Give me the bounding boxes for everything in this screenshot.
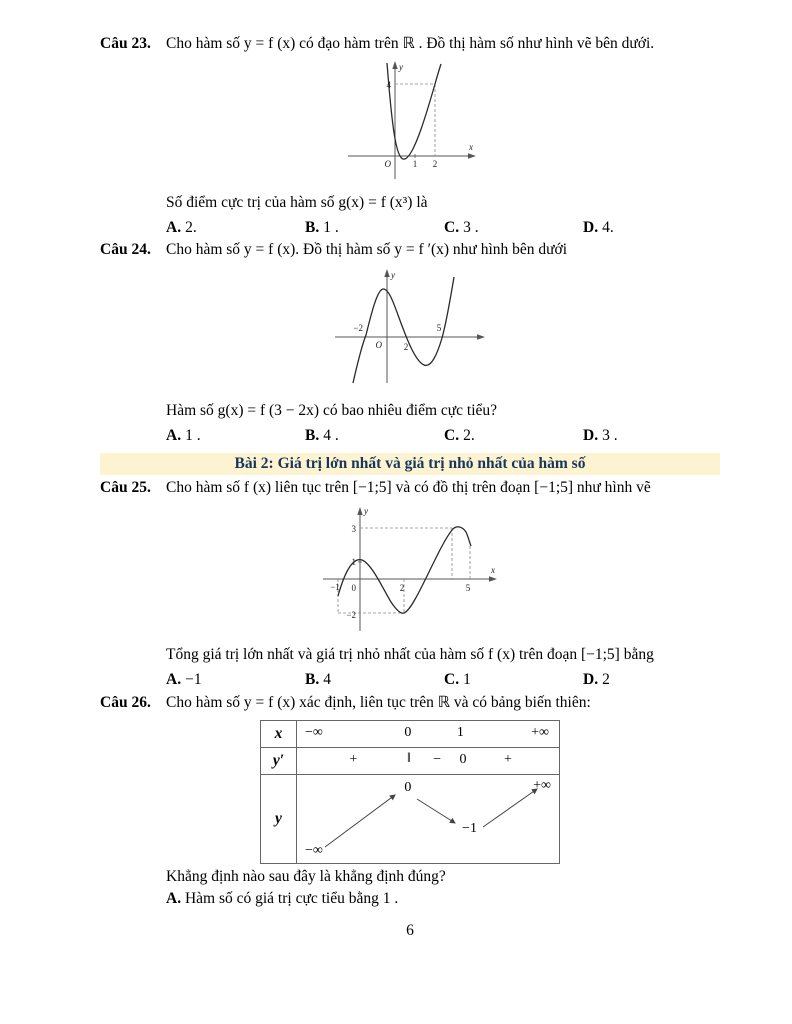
answer-d-label: D. (583, 219, 599, 236)
x-value-neg-inf: −∞ (305, 725, 323, 740)
answer-option-d (583, 671, 610, 689)
tick-label-5: 5 (465, 583, 471, 593)
answer-b-label: B. (305, 219, 320, 236)
axis-label-x: x (491, 565, 495, 575)
answer-c-text: 1 (463, 671, 471, 688)
tick-label-2: 2 (403, 342, 409, 352)
question-26-statement-a (100, 890, 720, 908)
question-24-answers (100, 427, 720, 445)
page-number: 6 (406, 922, 414, 939)
tick-label-5: 5 (436, 323, 442, 333)
tick-label-minus2: −2 (353, 323, 363, 333)
question-23 (100, 34, 720, 237)
answer-option-b (305, 219, 444, 237)
axis-label-y: y (391, 270, 395, 280)
statement-a-label: A. (166, 890, 182, 907)
yprime-zero: 0 (459, 752, 467, 767)
answer-d-label: D. (583, 427, 599, 444)
origin-label: O (384, 159, 391, 169)
function-curve (338, 527, 471, 613)
answer-option-c (444, 427, 583, 445)
axis-label-y: y (364, 506, 368, 516)
question-24 (100, 241, 720, 445)
answer-b-text: 1 . (323, 219, 339, 236)
answer-a-label: A. (166, 671, 182, 688)
question-24-figure (100, 263, 720, 398)
question-25-label: Câu 25. (100, 479, 151, 496)
variation-table-row-x (261, 721, 559, 748)
y-axis-arrow-icon (384, 269, 389, 277)
y-axis-arrow-icon (357, 507, 362, 515)
tick-label-1: 1 (351, 557, 356, 567)
question-23-text: Cho hàm số y = f (x) có đạo hàm trên ℝ . Đồ thị hàm số như hình vẽ bên dưới. (166, 35, 655, 52)
tick-label-1: 1 (412, 159, 418, 169)
answer-d-text: 2 (602, 671, 610, 688)
answer-a-text: 1 . (185, 427, 201, 444)
axis-label-y: y (399, 62, 403, 72)
tick-label-minus1: −1 (330, 582, 340, 592)
question-26-subtext: Khẳng định nào sau đây là khẳng định đúng? (166, 868, 446, 885)
yprime-sign-minus: − (433, 752, 442, 767)
tick-label-4: 4 (386, 80, 391, 90)
answer-option-d (583, 219, 614, 237)
x-axis-arrow-icon (468, 153, 476, 158)
question-24-subtext: Hàm số g(x) = f (3 − 2x) có bao nhiêu điểm cực tiểu? (166, 402, 498, 419)
y-value-0: 0 (404, 780, 412, 795)
question-25-text: Cho hàm số f (x) liên tục trên [−1;5] và có đồ thị trên đoạn [−1;5] như hình vẽ (166, 479, 651, 496)
y-value-minus1: −1 (462, 821, 477, 836)
dashed-guides (338, 528, 470, 613)
answer-c-label: C. (444, 427, 460, 444)
x-axis-arrow-icon (477, 334, 485, 339)
question-26 (100, 693, 720, 908)
answer-option-a (166, 427, 305, 445)
yprime-sign-plus-1: + (349, 752, 358, 767)
graph-25-svg (315, 501, 505, 637)
variation-table-row-y (261, 775, 559, 863)
yprime-sign-plus-2: + (503, 752, 512, 767)
x-value-pos-inf: +∞ (531, 725, 549, 740)
answer-c-label: C. (444, 219, 460, 236)
answer-b-label: B. (305, 671, 320, 688)
question-26-label: Câu 26. (100, 694, 151, 711)
answer-option-a (166, 671, 305, 689)
yprime-undefined-bars: ‖ (407, 751, 410, 766)
answer-option-a (166, 219, 305, 237)
row-yprime-label: y′ (261, 748, 297, 774)
origin-label: O (375, 340, 382, 350)
answer-b-label: B. (305, 427, 320, 444)
tick-label-3: 3 (351, 524, 356, 534)
answer-a-label: A. (166, 427, 182, 444)
x-value-0: 0 (404, 725, 412, 740)
answer-c-text: 2. (463, 427, 475, 444)
origin-label: 0 (351, 583, 356, 593)
row-y-label: y (261, 775, 297, 863)
question-24-label: Câu 24. (100, 241, 151, 258)
arrow-up-to-pos-inf (483, 789, 537, 827)
answer-option-c (444, 219, 583, 237)
question-23-figure (100, 57, 720, 190)
answer-a-text: 2. (185, 219, 197, 236)
question-23-subtext: Số điểm cực trị của hàm số g(x) = f (x³) là (166, 194, 428, 211)
tick-label-minus2: −2 (346, 610, 356, 620)
answer-option-c (444, 671, 583, 689)
variation-arrows (297, 775, 559, 863)
axis-label-x: x (469, 142, 473, 152)
question-23-label: Câu 23. (100, 35, 151, 52)
answer-option-b (305, 671, 444, 689)
question-25 (100, 479, 720, 689)
row-x-label: x (261, 721, 297, 747)
question-23-answers (100, 219, 720, 237)
x-value-1: 1 (456, 725, 464, 740)
question-25-subtext: Tổng giá trị lớn nhất và giá trị nhỏ nhất của hàm số f (x) trên đoạn [−1;5] bằng (166, 646, 654, 663)
answer-d-text: 4. (602, 219, 614, 236)
answer-c-label: C. (444, 671, 460, 688)
question-25-figure (100, 501, 720, 642)
answer-d-label: D. (583, 671, 599, 688)
answer-a-text: −1 (185, 671, 202, 688)
variation-table (260, 720, 560, 864)
x-axis-arrow-icon (489, 576, 497, 581)
arrow-down-to-minus1 (417, 799, 455, 823)
question-25-answers (100, 671, 720, 689)
graph-23-svg (340, 57, 480, 185)
section-header: Bài 2: Giá trị lớn nhất và giá trị nhỏ nhất của hàm số (100, 453, 720, 475)
answer-option-b (305, 427, 444, 445)
arrow-up-to-0 (325, 795, 395, 847)
y-value-neg-inf: −∞ (305, 843, 323, 858)
answer-b-text: 4 . (323, 427, 339, 444)
question-26-text: Cho hàm số y = f (x) xác định, liên tục trên ℝ và có bảng biến thiên: (166, 694, 591, 711)
tick-label-2: 2 (399, 583, 405, 593)
answer-d-text: 3 . (602, 427, 618, 444)
tick-label-2: 2 (432, 159, 438, 169)
statement-a-text: Hàm số có giá trị cực tiểu bằng 1 . (184, 890, 399, 907)
answer-b-text: 4 (323, 671, 331, 688)
answer-option-d (583, 427, 618, 445)
answer-a-label: A. (166, 219, 182, 236)
variation-table-row-yprime (261, 748, 559, 775)
answer-c-text: 3 . (463, 219, 479, 236)
question-24-text: Cho hàm số y = f (x). Đồ thị hàm số y = f ′(x) như hình bên dưới (166, 241, 568, 258)
y-value-pos-inf: +∞ (533, 778, 551, 793)
y-axis-arrow-icon (392, 61, 397, 69)
graph-24-svg (325, 263, 495, 393)
